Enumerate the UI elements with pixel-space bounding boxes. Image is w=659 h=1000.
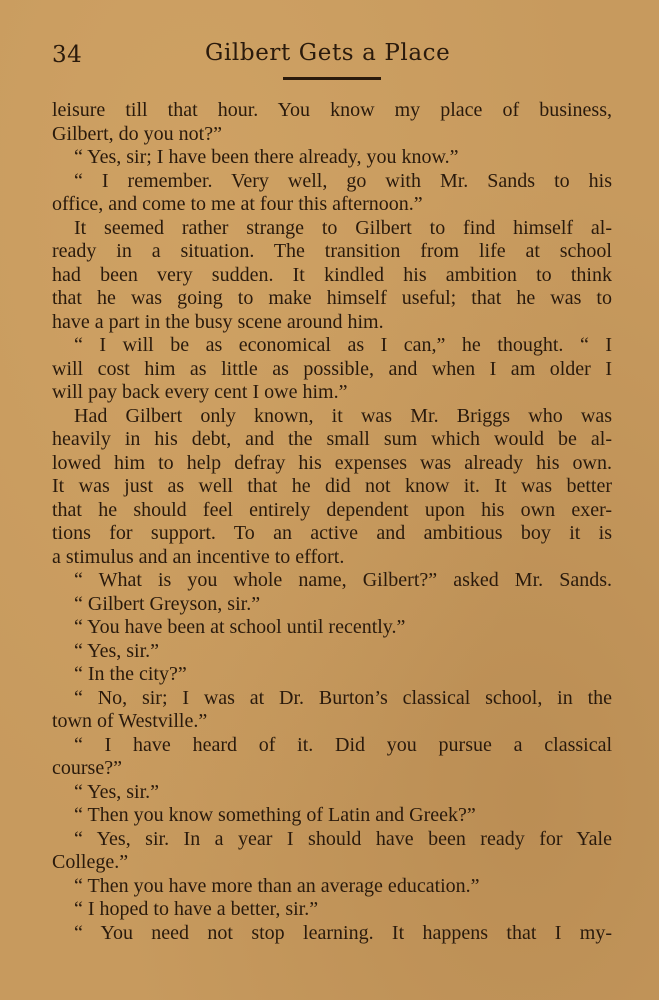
text-line: that he should feel entirely dependent upon his own exer- xyxy=(52,498,612,521)
text-line: Had Gilbert only known, it was Mr. Briggs who was xyxy=(74,404,612,427)
page-number: 34 xyxy=(52,42,83,68)
text-line: “ I have heard of it. Did you pursue a classical xyxy=(74,733,612,756)
header-rule xyxy=(283,77,381,80)
text-line: have a part in the busy scene around him. xyxy=(52,310,384,333)
text-line: “ Yes, sir; I have been there already, you know.” xyxy=(74,146,459,168)
text-line: College.” xyxy=(52,851,129,873)
text-line: “ I will be as economical as I can,” he thought. “ I xyxy=(74,334,612,356)
text-line: “ In the city?” xyxy=(74,663,187,685)
text-line: “ You have been at school until recently.” xyxy=(74,616,406,638)
text-line: “ No, sir; I was at Dr. Burton’s classical school, in the xyxy=(74,686,612,709)
text-line: that he was going to make himself useful; that he was to xyxy=(52,287,612,309)
text-line: “ Then you have more than an average education.” xyxy=(74,874,480,897)
text-line: will pay back every cent I owe him.” xyxy=(52,381,348,403)
text-line: course?” xyxy=(52,757,122,779)
text-line: It seemed rather strange to Gilbert to find himself al- xyxy=(74,216,612,239)
text-line: leisure till that hour. You know my place of business, xyxy=(52,99,612,121)
text-line: “ What is you whole name, Gilbert?” asked Mr. Sands. xyxy=(74,569,612,591)
text-line: “ Then you know something of Latin and Greek?” xyxy=(74,804,476,826)
running-title: Gilbert Gets a Place xyxy=(205,40,451,66)
text-line: a stimulus and an incentive to effort. xyxy=(52,545,345,568)
text-line: office, and come to me at four this afternoon.” xyxy=(52,193,423,215)
text-line: “ You need not stop learning. It happens that I my- xyxy=(74,921,612,944)
text-line: will cost him as little as possible, and when I am older I xyxy=(52,357,612,380)
text-line: lowed him to help defray his expenses was already his own. xyxy=(52,451,612,474)
text-line: tions for support. To an active and ambitious boy it is xyxy=(52,522,612,544)
text-line: “ I remember. Very well, go with Mr. Sands to his xyxy=(74,169,612,192)
text-line: “ Yes, sir. In a year I should have been ready for Yale xyxy=(74,827,612,850)
text-line: “ Yes, sir.” xyxy=(74,639,160,662)
text-line: town of Westville.” xyxy=(52,710,208,732)
text-line: “ Yes, sir.” xyxy=(74,780,160,803)
body-text xyxy=(52,99,612,945)
text-line: “ I hoped to have a better, sir.” xyxy=(74,898,319,920)
text-line: had been very sudden. It kindled his ambition to think xyxy=(52,263,612,286)
text-line: Gilbert, do you not?” xyxy=(52,122,222,145)
text-line: ready in a situation. The transition from life at school xyxy=(52,240,612,262)
text-line: It was just as well that he did not know it. It was better xyxy=(52,475,612,497)
text-line: “ Gilbert Greyson, sir.” xyxy=(74,592,261,615)
text-line: heavily in his debt, and the small sum which would be al- xyxy=(52,428,612,450)
